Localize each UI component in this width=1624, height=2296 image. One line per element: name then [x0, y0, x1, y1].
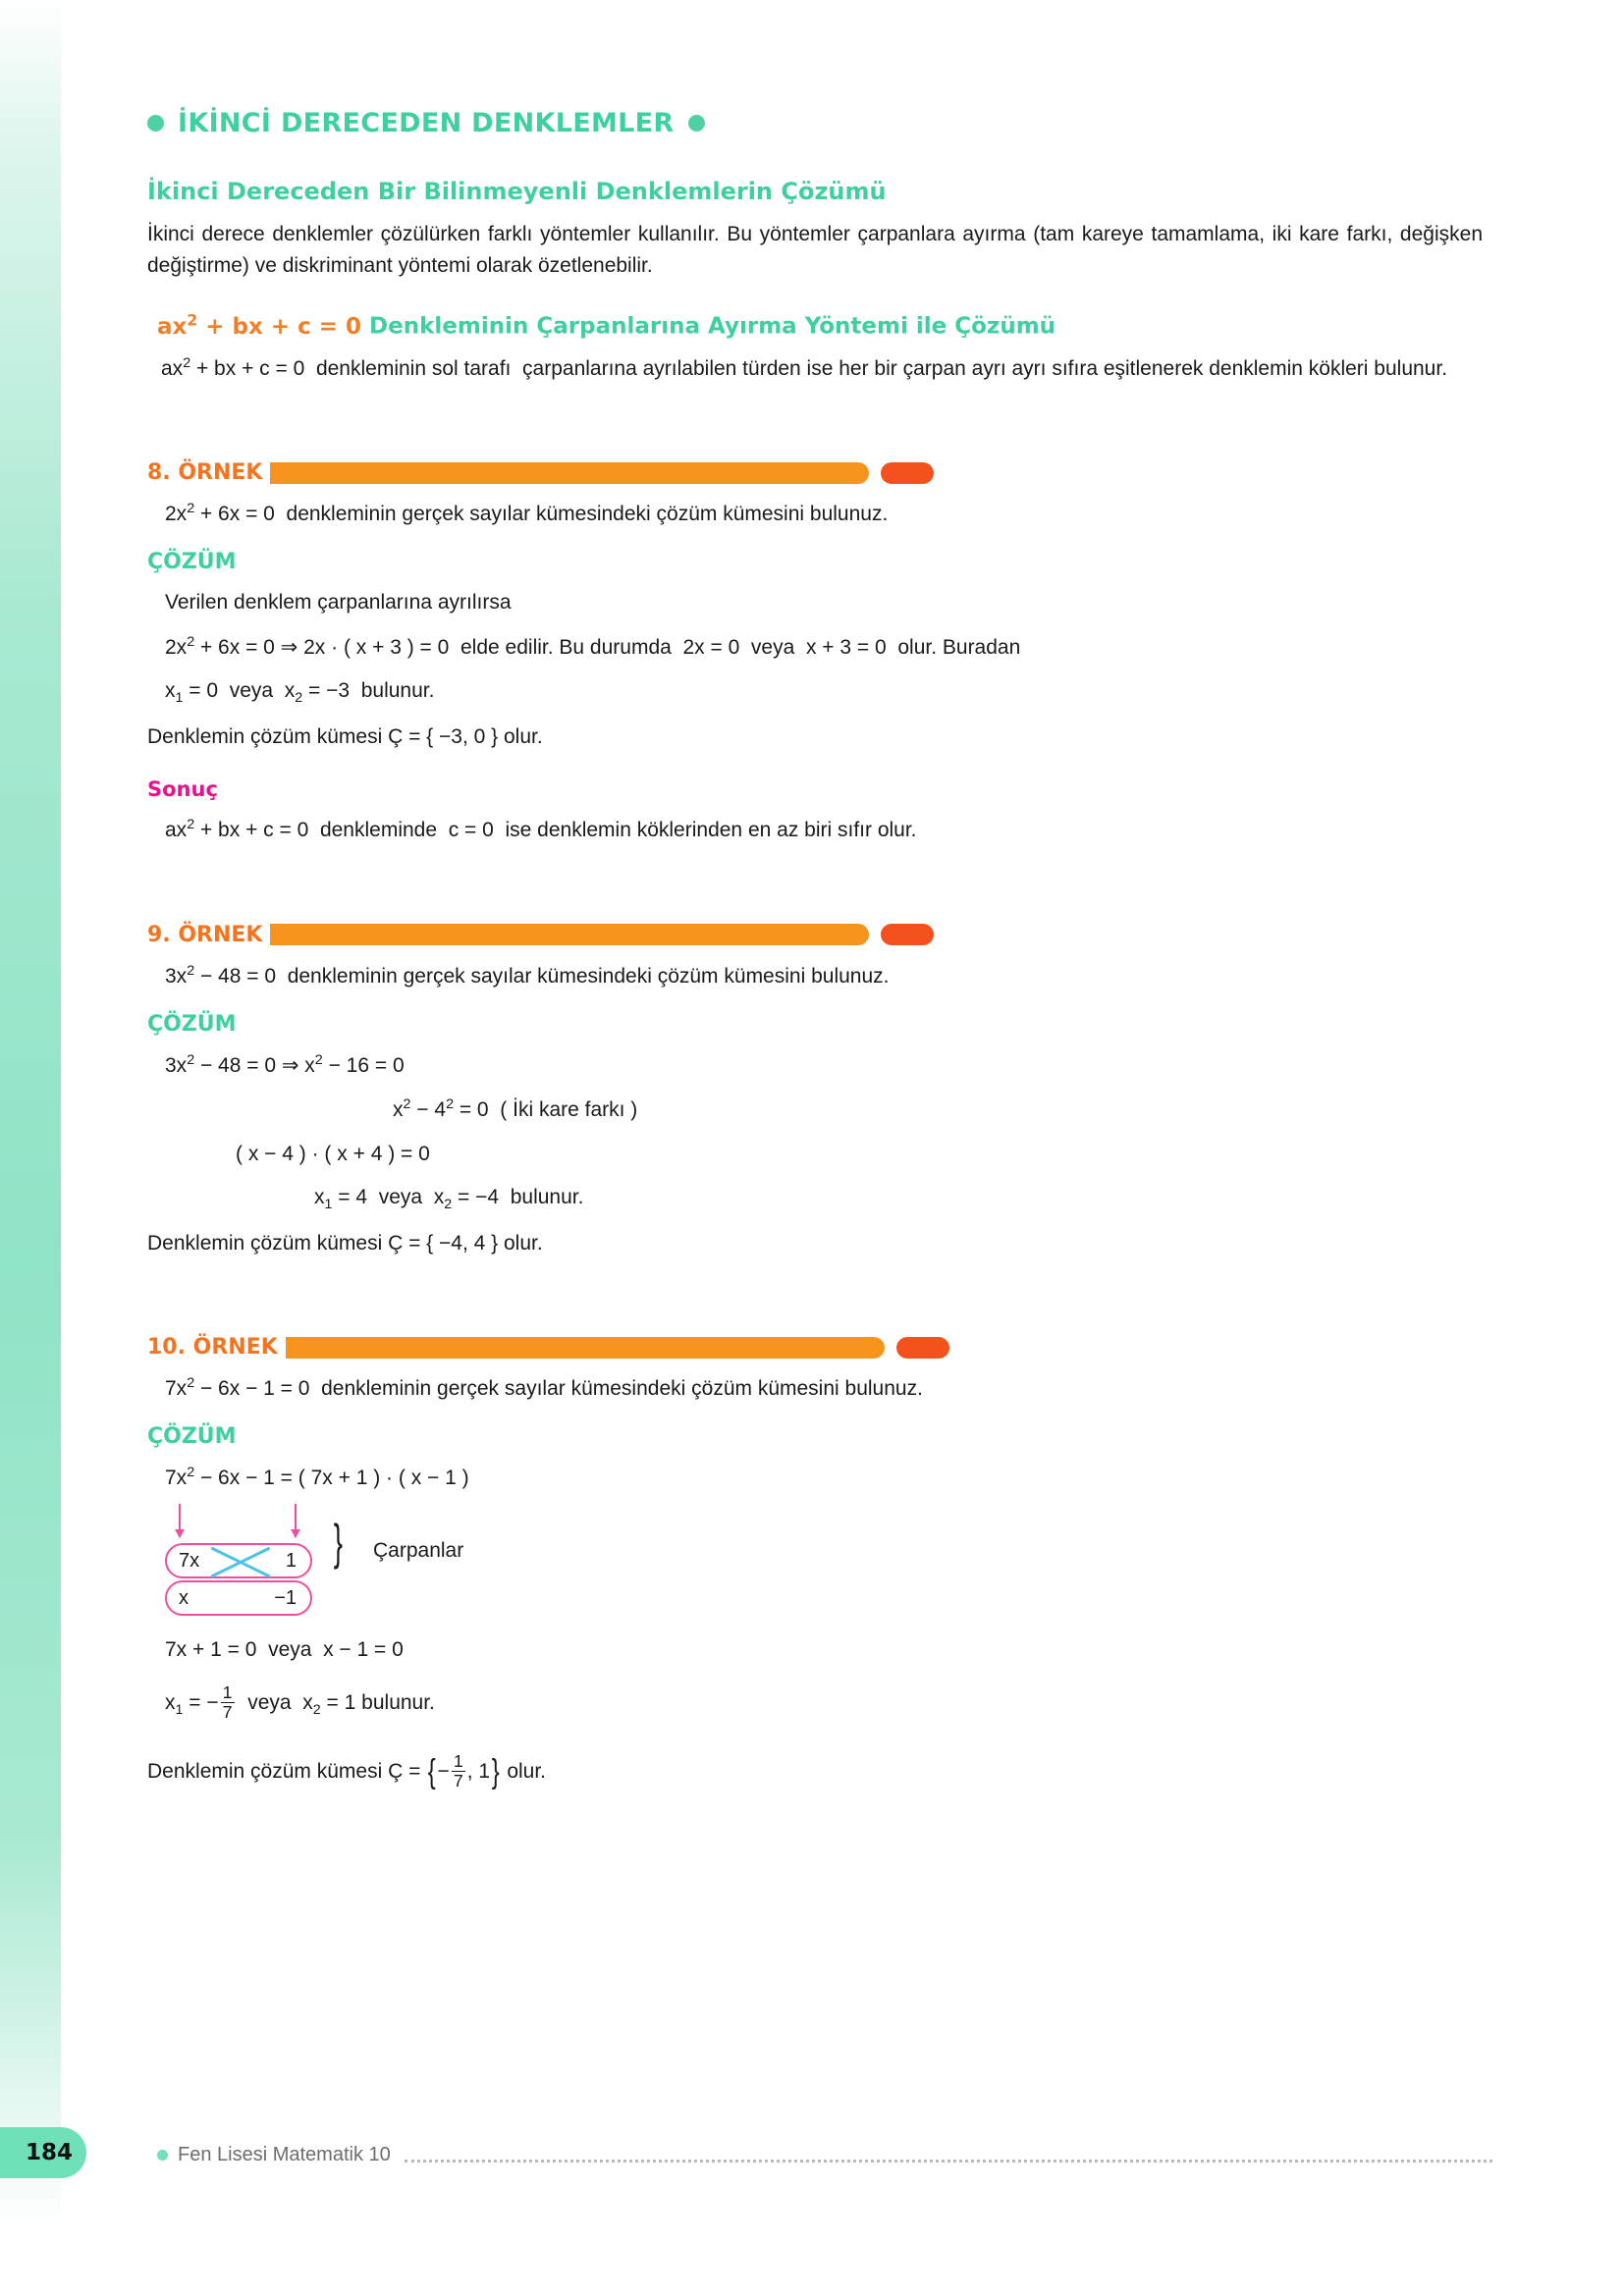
example-8-line-2: $2x^2 + 6x = 0$ ⇒ 2x · ( x + 3 ) = 0 elde edilir. Bu durumda 2x = 0 veya x + 3 = 0 olur. Buradan: [165, 633, 1021, 659]
bar-long: [270, 924, 869, 945]
set-fraction-numerator: 1: [453, 1751, 463, 1772]
example-10-root-line: $x_1$ = − $\frac{1}{7}$ veya $x_2 = 1$ bulunur.: [165, 1682, 435, 1723]
set-fraction: [452, 1752, 465, 1789]
chapter-title-text: İKİNCİ DERECEDEN DENKLEMLER: [178, 108, 675, 138]
method-text: $ax^2$ + bx + c = 0 denkleminin sol tarafı çarpanlarına ayrılabilen türden ise her bir çarpan ayrı ayrı sıfıra eşitlenerek denklemin kökleri bulunur.: [161, 354, 1448, 380]
root-fraction-numerator: 1: [222, 1682, 233, 1703]
bullet-dot-icon: [147, 115, 164, 132]
brace-icon: }: [333, 1514, 343, 1570]
example-8-result-text: $ax^2$ + bx + c = 0 denkleminde c = 0 ise denklemin köklerinden en az biri sıfır olur.: [165, 817, 917, 842]
footer: [157, 2144, 1492, 2166]
example-9-label: 9. ÖRNEK: [147, 922, 263, 947]
example-9-line-5: Denklemin çözüm kümesi Ç = { −4, 4 } olur.: [147, 1232, 543, 1255]
example-10-label: 10. ÖRNEK: [147, 1335, 278, 1361]
example-8-line-4: Denklemin çözüm kümesi Ç = { −3, 0 } olur.: [147, 724, 543, 748]
brace-left-icon: {: [427, 1752, 436, 1790]
solution-set-end: olur.: [507, 1759, 547, 1783]
example-9-header: [147, 923, 1483, 947]
page-number: 184: [25, 2140, 73, 2165]
footer-book-title: Fen Lisesi Matematik 10: [178, 2144, 391, 2165]
brace-right-icon: }: [491, 1752, 500, 1790]
section-subtitle: İkinci Dereceden Bir Bilinmeyenli Denklemlerin Çözümü: [147, 178, 887, 205]
solution-set-prefix: Denklemin çözüm kümesi Ç =: [147, 1759, 427, 1783]
root-fraction: [221, 1683, 235, 1721]
root-fraction-denominator: 7: [222, 1702, 233, 1723]
factor-row-1-left: 7x: [179, 1549, 200, 1572]
bar-long: [286, 1337, 885, 1359]
example-10-solution-label: ÇÖZÜM: [147, 1424, 237, 1450]
arrow-down-icon: [295, 1504, 297, 1537]
arrow-down-icon: [179, 1504, 181, 1537]
chapter-title: [147, 108, 1483, 138]
example-10-bar: [286, 1337, 949, 1359]
example-8-line-1: Verilen denklem çarpanlarına ayrılırsa: [165, 591, 512, 614]
method-heading: [157, 310, 1483, 340]
example-9-statement: $3x^2 - 48 = 0$ denkleminin gerçek sayılar kümesindeki çözüm kümesini bulunuz.: [165, 962, 890, 988]
example-10-line-1: $7x^2 - 6x - 1$ = ( 7x + 1 ) · ( x − 1 ): [165, 1465, 469, 1490]
factor-caption: Çarpanlar: [373, 1538, 464, 1562]
bar-short: [881, 924, 934, 945]
example-9-bar: [270, 924, 934, 945]
factor-row-2-left: x: [179, 1586, 189, 1609]
intro-paragraph: İkinci derece denklemler çözülürken farklı yöntemler kullanılır. Bu yöntemler çarpanlara ayırma (tam kareye tamamlama, iki kare farkı, değişken değiştirme) ve diskriminant yöntemi olarak özetlenebilir.: [147, 223, 1483, 277]
bullet-dot-icon: [688, 115, 705, 132]
factor-row-2: [165, 1580, 312, 1616]
footer-dotted-rule: [405, 2160, 1492, 2163]
example-9-line-4: $x_1 = 4$ veya $x_2 = -4$ bulunur.: [314, 1186, 584, 1213]
example-10-line-2: 7x + 1 = 0 veya x − 1 = 0: [165, 1637, 404, 1661]
factor-diagram: [165, 1504, 676, 1622]
bar-short: [881, 462, 934, 484]
example-8-header: [147, 460, 1483, 485]
bar-short: [896, 1337, 949, 1359]
example-10-solution-set: Denklemin çözüm kümesi Ç = {− $\frac{1}{7}$ , 1} olur.: [147, 1748, 1483, 1796]
bar-long: [270, 462, 869, 484]
factor-row-1-right: 1: [285, 1549, 297, 1572]
example-9-line-2: $x^2 - 4^2 = 0$ ( İki kare farkı ): [393, 1096, 638, 1122]
page-number-badge: [0, 2127, 86, 2178]
set-fraction-denominator: 7: [453, 1770, 463, 1790]
footer-dot-icon: [157, 2150, 168, 2161]
example-8-solution-label: ÇÖZÜM: [147, 550, 237, 575]
page-content: [147, 0, 1483, 1796]
example-8-result-label: Sonuç: [147, 777, 218, 802]
method-heading-equation: $ax^2$ + bx + c = 0: [157, 310, 362, 340]
example-8-bar: [270, 462, 934, 484]
example-8-label: 8. ÖRNEK: [147, 460, 263, 486]
example-10-statement: $7x^2 - 6x - 1 = 0$ denkleminin gerçek sayılar kümesindeki çözüm kümesini bulunuz.: [165, 1375, 923, 1401]
example-8-statement: $2x^2 + 6x = 0$ denkleminin gerçek sayılar kümesindeki çözüm kümesini bulunuz.: [165, 501, 889, 526]
example-10-header: [147, 1335, 1483, 1360]
method-heading-rest: Denkleminin Çarpanlarına Ayırma Yöntemi ile Çözümü: [369, 313, 1056, 340]
example-8-line-3: $x_1 = 0$ veya $x_2 = -3$ bulunur.: [165, 679, 435, 707]
example-9-solution-label: ÇÖZÜM: [147, 1011, 237, 1037]
example-9-line-3: ( x − 4 ) · ( x + 4 ) = 0: [236, 1142, 430, 1165]
factor-row-2-right: −1: [274, 1586, 297, 1609]
page-edge-decoration: [0, 0, 61, 2296]
example-9-line-1: $3x^2 - 48 = 0$ ⇒ $x^2 - 16 = 0$: [165, 1051, 405, 1077]
